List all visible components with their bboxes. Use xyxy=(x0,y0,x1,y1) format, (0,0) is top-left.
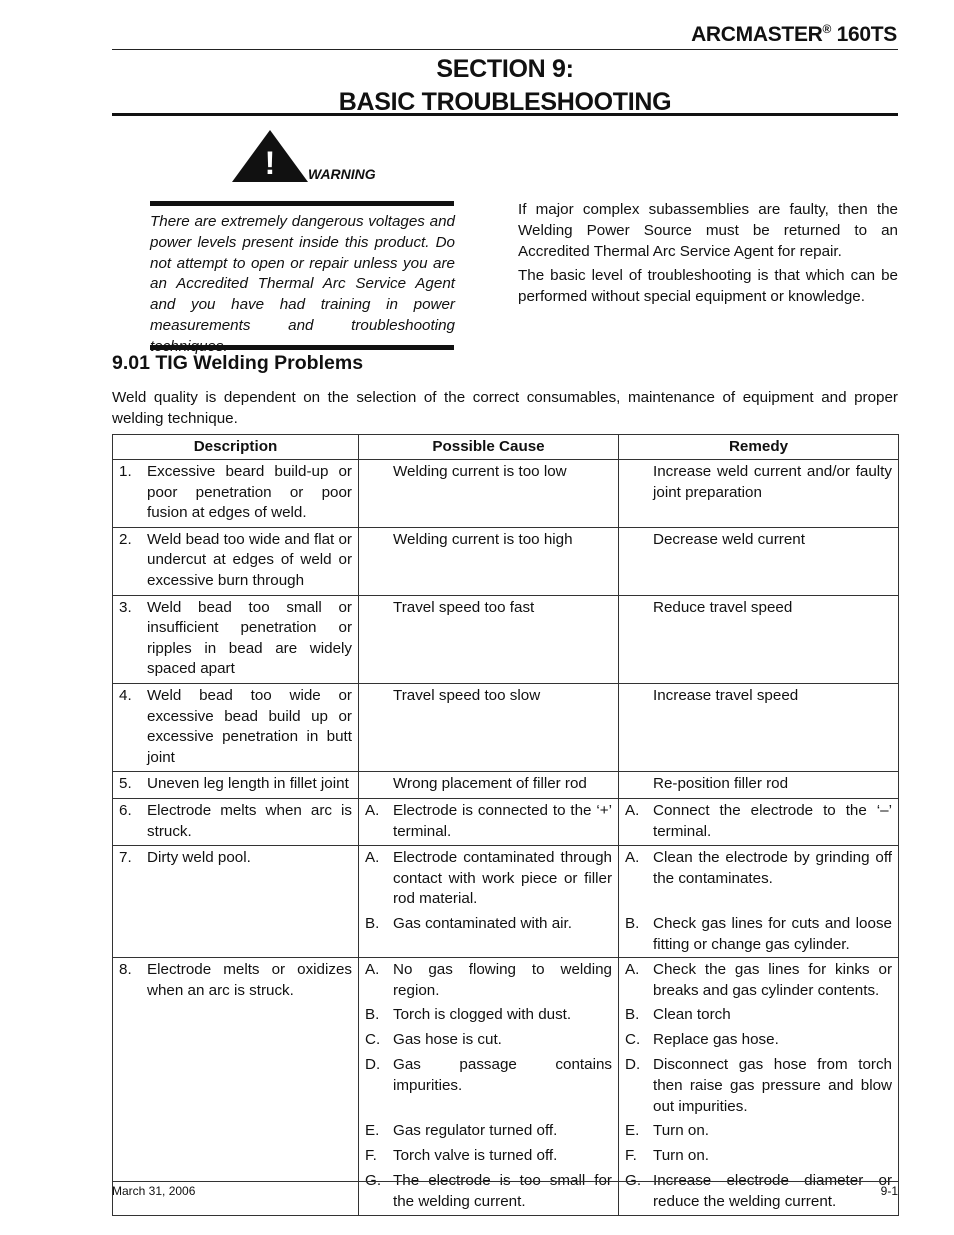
remedy-marker: F. xyxy=(625,1147,637,1165)
remedy-text: Replace gas hose. xyxy=(653,1031,779,1049)
warning-bottom-bar xyxy=(150,345,454,350)
remedy-item xyxy=(619,460,898,505)
cause-item xyxy=(359,958,618,1003)
description-cell xyxy=(113,846,359,958)
row-number: 8. xyxy=(119,961,132,979)
header-remedy: Remedy xyxy=(619,435,899,460)
remedy-marker: E. xyxy=(625,1122,640,1140)
cause-marker: B. xyxy=(365,1006,380,1024)
description-cell xyxy=(113,798,359,845)
cause-marker: A. xyxy=(365,961,380,979)
description-content xyxy=(113,846,358,872)
cause-item xyxy=(359,528,618,553)
table-row xyxy=(113,772,899,799)
table-row xyxy=(113,595,899,683)
row-number: 5. xyxy=(119,775,132,793)
remedy-marker xyxy=(625,774,653,795)
header-rule xyxy=(112,49,898,50)
table-row xyxy=(113,683,899,771)
remedy-text: Increase weld current and/or faulty joint preparation xyxy=(653,463,892,501)
intro-column xyxy=(518,200,898,312)
paragraph-subassemblies: If major complex subassemblies are faulty, then the Welding Power Source must be returned to an Accredited Thermal Arc Service Agent for repair. xyxy=(518,201,898,260)
remedy-cell xyxy=(619,460,899,528)
warning-exclamation: ! xyxy=(264,145,276,181)
remedy-item xyxy=(619,1053,898,1119)
cause-text: Welding current is too high xyxy=(393,530,573,548)
remedy-marker: B. xyxy=(625,915,640,933)
subsection-intro: Weld quality is dependent on the selection of the correct consumables, maintenance of equipment and proper welding technique. xyxy=(112,389,898,427)
remedy-text: Reduce travel speed xyxy=(653,598,793,616)
remedy-marker: C. xyxy=(625,1031,641,1049)
row-number: 3. xyxy=(119,598,132,616)
remedy-text: Clean torch xyxy=(653,1006,731,1024)
remedy-item xyxy=(619,1169,898,1214)
description-cell xyxy=(113,595,359,683)
remedy-cell xyxy=(619,958,899,1215)
description-text: Excessive beard build-up or poor penetration or poor fusion at edges of weld. xyxy=(147,463,352,522)
cause-marker: B. xyxy=(365,915,380,933)
warning-label: WARNING xyxy=(308,166,376,182)
table-row xyxy=(113,846,899,958)
description-cell xyxy=(113,460,359,528)
remedy-item xyxy=(619,528,898,553)
remedy-text: Increase travel speed xyxy=(653,686,799,704)
cause-item xyxy=(359,799,618,844)
cause-marker xyxy=(365,462,393,503)
cause-item xyxy=(359,1169,618,1214)
remedy-text: Clean the electrode by grinding off the contaminates. xyxy=(653,849,892,887)
cause-item xyxy=(359,1003,618,1028)
warning-triangle-icon xyxy=(232,130,308,182)
remedy-marker xyxy=(625,598,653,619)
cause-item xyxy=(359,684,618,709)
title-rule xyxy=(112,113,898,116)
cause-marker: G. xyxy=(365,1172,382,1190)
row-number: 1. xyxy=(119,463,132,480)
description-text: Weld bead too wide or excessive bead build up or excessive penetration in butt joint xyxy=(147,686,352,766)
description-content xyxy=(113,528,358,595)
description-cell xyxy=(113,958,359,1215)
description-text: Weld bead too wide and flat or undercut at edges of weld or excessive burn through xyxy=(147,530,352,589)
footer-page-number: 9-1 xyxy=(880,1184,898,1198)
cause-item xyxy=(359,772,618,797)
cause-text: Electrode is connected to the ‘+’ terminal. xyxy=(393,801,612,840)
description-text: Electrode melts or oxidizes when an arc is struck. xyxy=(147,961,352,999)
cause-text: Gas regulator turned off. xyxy=(393,1122,558,1140)
cause-text: Wrong placement of filler rod xyxy=(393,775,587,793)
subsection-heading: 9.01 TIG Welding Problems xyxy=(112,352,364,374)
description-text: Dirty weld pool. xyxy=(147,849,251,867)
remedy-text: Check gas lines for cuts and loose fitting or change gas cylinder. xyxy=(653,915,892,953)
remedy-cell xyxy=(619,772,899,799)
description-cell xyxy=(113,683,359,771)
remedy-text: Check the gas lines for kinks or breaks and gas cylinder contents. xyxy=(653,961,892,999)
cause-cell xyxy=(359,798,619,845)
description-content xyxy=(113,684,358,771)
remedy-marker: A. xyxy=(625,849,640,867)
cause-cell xyxy=(359,772,619,799)
warning-top-bar xyxy=(150,201,454,206)
cause-cell xyxy=(359,595,619,683)
cause-text: Travel speed too slow xyxy=(393,686,541,704)
remedy-text: Turn on. xyxy=(653,1147,709,1165)
cause-item xyxy=(359,1028,618,1053)
header-possible-cause: Possible Cause xyxy=(359,435,619,460)
brand-title xyxy=(691,22,897,47)
cause-marker: A. xyxy=(365,801,380,819)
cause-marker: D. xyxy=(365,1056,381,1074)
cause-item xyxy=(359,460,618,505)
table-row xyxy=(113,798,899,845)
remedy-text: Increase electrode diameter or reduce the welding current. xyxy=(653,1172,892,1211)
description-content xyxy=(113,772,358,798)
cause-cell xyxy=(359,527,619,595)
row-number: 6. xyxy=(119,801,132,819)
cause-item xyxy=(359,1053,618,1119)
remedy-marker: A. xyxy=(625,961,640,979)
description-cell xyxy=(113,527,359,595)
row-number: 7. xyxy=(119,849,132,867)
table-row xyxy=(113,460,899,528)
cause-text: The electrode is too small for the welding current. xyxy=(393,1172,612,1211)
cause-text: Gas hose is cut. xyxy=(393,1031,502,1049)
cause-marker xyxy=(365,774,393,795)
remedy-text: Re-position filler rod xyxy=(653,775,789,793)
description-text: Weld bead too small or insufficient penetration or ripples in bead are widely spaced apart xyxy=(147,598,352,678)
remedy-marker xyxy=(625,462,653,503)
remedy-marker: A. xyxy=(625,801,640,819)
remedy-item xyxy=(619,799,898,844)
remedy-text: Decrease weld current xyxy=(653,530,805,548)
remedy-item xyxy=(619,1119,898,1144)
description-text: Electrode melts when arc is struck. xyxy=(147,801,352,840)
section-title-line1: SECTION 9: xyxy=(436,55,574,83)
description-content xyxy=(113,799,358,845)
description-content xyxy=(113,958,358,1004)
cause-cell xyxy=(359,958,619,1215)
cause-text: Torch valve is turned off. xyxy=(393,1147,558,1165)
cause-marker xyxy=(365,686,393,707)
description-content xyxy=(113,596,358,683)
cause-cell xyxy=(359,683,619,771)
remedy-item xyxy=(619,684,898,709)
cause-cell xyxy=(359,846,619,958)
cause-item xyxy=(359,846,618,912)
row-number: 4. xyxy=(119,686,132,704)
table-header-row xyxy=(113,435,899,460)
cause-text: Welding current is too low xyxy=(393,463,567,480)
cause-item xyxy=(359,1119,618,1144)
section-title xyxy=(112,53,898,119)
table-row xyxy=(113,527,899,595)
remedy-marker: B. xyxy=(625,1006,640,1024)
cause-item xyxy=(359,912,618,957)
footer-rule xyxy=(112,1181,898,1182)
remedy-item xyxy=(619,596,898,621)
cause-text: Travel speed too fast xyxy=(393,598,535,616)
remedy-item xyxy=(619,846,898,912)
warning-text: There are extremely dangerous voltages and power levels present inside this product. Do not attempt to open or repair unless you are an Accredited Thermal Arc Service Agent and you have had training in power measurements and troubleshooting xyxy=(150,213,455,334)
cause-item xyxy=(359,596,618,621)
remedy-cell xyxy=(619,683,899,771)
cause-text: Gas contaminated with air. xyxy=(393,915,572,933)
remedy-item xyxy=(619,958,898,1003)
description-content xyxy=(113,460,358,527)
cause-marker: E. xyxy=(365,1122,380,1140)
cause-marker: A. xyxy=(365,849,380,867)
remedy-item xyxy=(619,1144,898,1169)
remedy-cell xyxy=(619,527,899,595)
remedy-text: Disconnect gas hose from torch then raise gas pressure and blow out impurities. xyxy=(653,1056,892,1115)
remedy-item xyxy=(619,1028,898,1053)
model-name: 160TS xyxy=(831,23,897,46)
cause-marker: C. xyxy=(365,1031,381,1049)
cause-text: Electrode contaminated through contact with work piece or filler rod material. xyxy=(393,849,612,908)
cause-cell xyxy=(359,460,619,528)
cause-marker xyxy=(365,598,393,619)
table-row xyxy=(113,958,899,1215)
remedy-marker: G. xyxy=(625,1172,642,1190)
cause-item xyxy=(359,1144,618,1169)
cause-text: Gas passage contains impurities. xyxy=(393,1056,612,1095)
cause-text: No gas flowing to welding region. xyxy=(393,961,612,999)
troubleshooting-table xyxy=(112,434,899,1216)
section-title-line2: BASIC TROUBLESHOOTING xyxy=(338,88,672,116)
remedy-cell xyxy=(619,798,899,845)
header-description: Description xyxy=(113,435,359,460)
footer-date: March 31, 2006 xyxy=(112,1184,196,1198)
remedy-marker: D. xyxy=(625,1056,641,1074)
row-number: 2. xyxy=(119,530,132,548)
table-body xyxy=(113,460,899,1216)
remedy-text: Turn on. xyxy=(653,1122,709,1140)
registered-mark: ® xyxy=(822,22,832,36)
paragraph-basic-level: The basic level of troubleshooting is that which can be performed without special equipment or knowledge. xyxy=(518,267,898,306)
remedy-cell xyxy=(619,595,899,683)
remedy-item xyxy=(619,912,898,957)
remedy-text: Connect the electrode to the ‘–’ terminal. xyxy=(653,801,892,840)
remedy-item xyxy=(619,1003,898,1028)
remedy-marker xyxy=(625,530,653,551)
brand-name: ARCMASTER xyxy=(691,23,823,46)
remedy-cell xyxy=(619,846,899,958)
cause-text: Torch is clogged with dust. xyxy=(393,1006,572,1024)
remedy-marker xyxy=(625,686,653,707)
cause-marker xyxy=(365,530,393,551)
description-text: Uneven leg length in fillet joint xyxy=(147,775,349,793)
cause-marker: F. xyxy=(365,1147,377,1165)
remedy-item xyxy=(619,772,898,797)
description-cell xyxy=(113,772,359,799)
